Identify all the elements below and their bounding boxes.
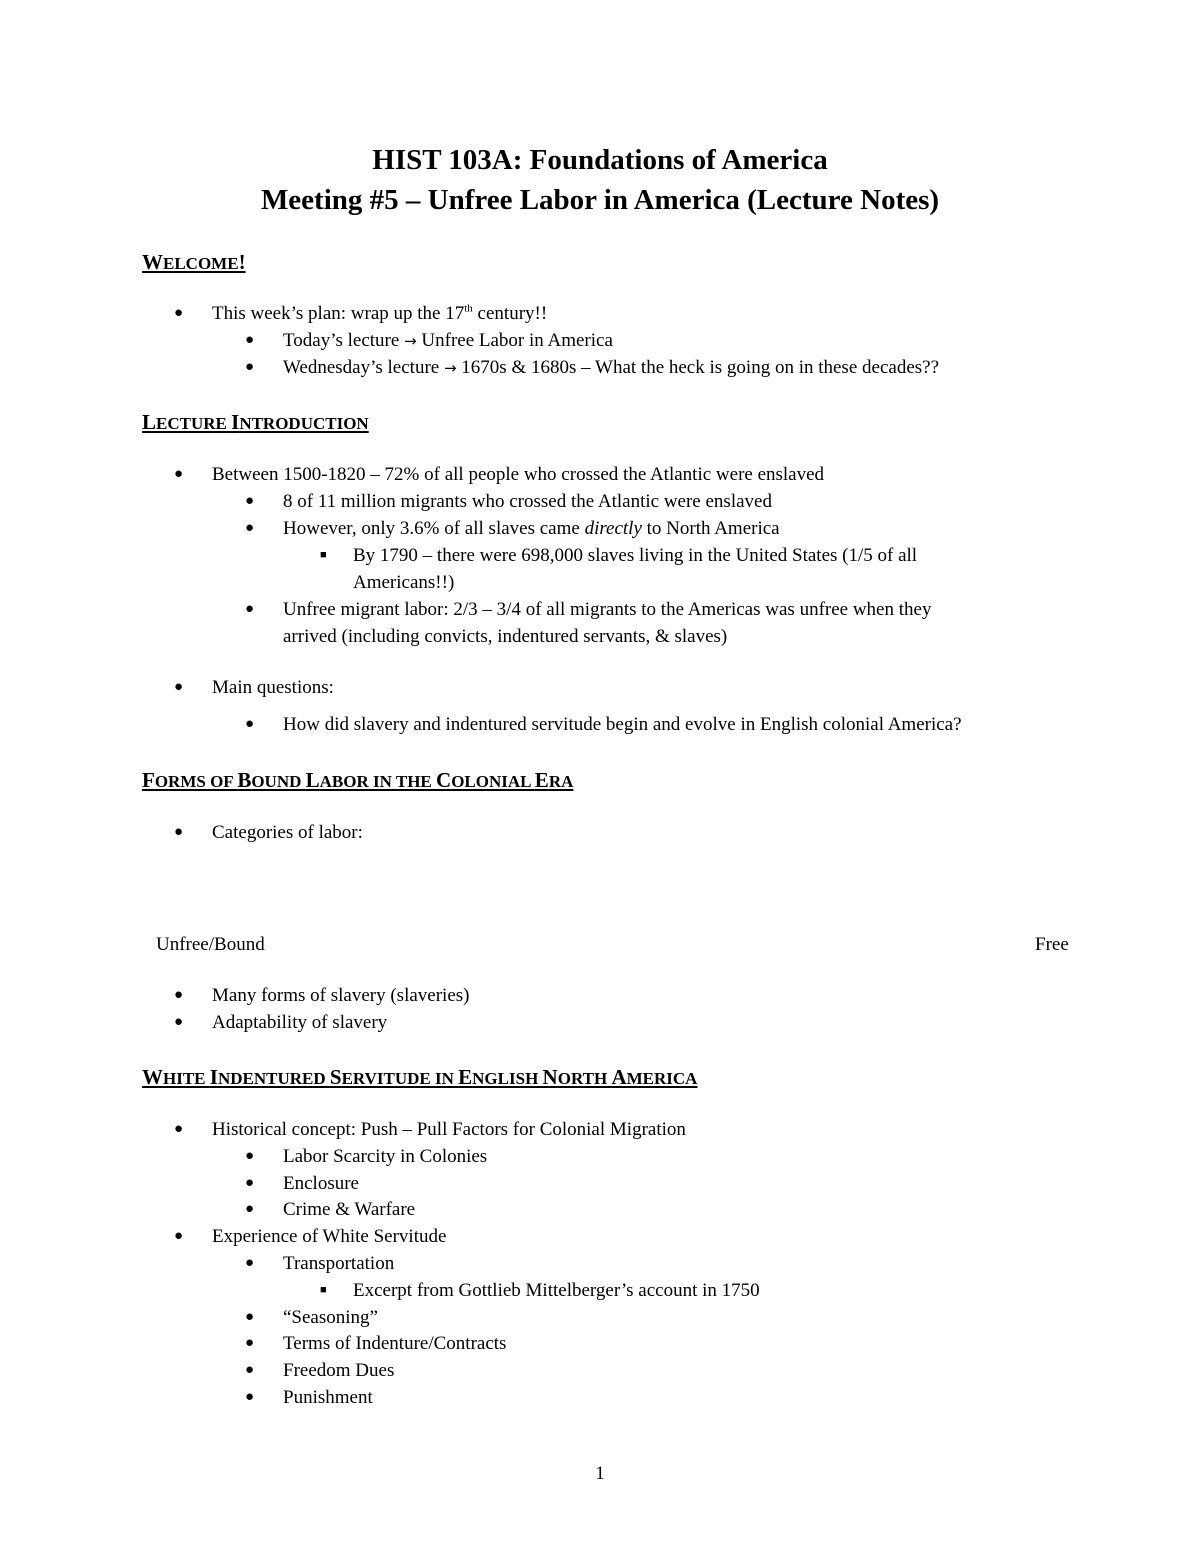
arrow-right-icon: →: [443, 359, 457, 377]
intro-line-7: How did slavery and indentured servitude begin and evolve in English colonial America?: [283, 714, 962, 735]
square-bullet-icon: ■: [320, 1284, 327, 1296]
forms-line-2: Many forms of slavery (slaveries): [212, 985, 470, 1006]
title-line-1: HIST 103A: Foundations of America: [372, 144, 828, 176]
heading-lecture-introduction: LECTURE INTRODUCTION: [142, 410, 369, 434]
page-number: 1: [595, 1463, 605, 1484]
bullet-icon: ●: [245, 1309, 255, 1325]
intro-line-5b: arrived (including convicts, indentured servants, & slaves): [283, 626, 728, 647]
white-line-9: Terms of Indenture/Contracts: [283, 1333, 507, 1354]
title-line-2: Meeting #5 – Unfree Labor in America (Lecture Notes): [260, 184, 940, 216]
heading-white-indentured-servitude: WHITE INDENTURED SERVITUDE IN ENGLISH NORTH AMERICA: [142, 1065, 698, 1089]
bullet-icon: ●: [245, 1362, 255, 1378]
spectrum-left-label: Unfree/Bound: [156, 934, 265, 955]
bullet-icon: ●: [245, 1201, 255, 1217]
white-line-3: Enclosure: [283, 1173, 359, 1194]
bullet-icon: ●: [245, 520, 255, 536]
bullet-icon: ●: [174, 1014, 184, 1030]
intro-line-2: 8 of 11 million migrants who crossed the Atlantic were enslaved: [283, 491, 772, 512]
intro-line-5a: Unfree migrant labor: 2/3 – 3/4 of all migrants to the Americas was unfree when they: [283, 599, 932, 620]
bullet-icon: ●: [174, 466, 184, 482]
welcome-wednesday: Wednesday’s lecture → 1670s & 1680s – What the heck is going on in these decades??: [283, 357, 940, 378]
intro-line-6: Main questions:: [212, 677, 334, 698]
heading-welcome: WELCOME!: [142, 250, 246, 274]
bullet-icon: ●: [245, 359, 255, 375]
bullet-icon: ●: [174, 987, 184, 1003]
white-line-7: Excerpt from Gottlieb Mittelberger’s account in 1750: [353, 1280, 760, 1301]
white-line-11: Punishment: [283, 1387, 373, 1408]
bullet-icon: ●: [174, 305, 184, 321]
bullet-icon: ●: [245, 601, 255, 617]
white-line-5: Experience of White Servitude: [212, 1226, 447, 1247]
bullet-icon: ●: [245, 332, 255, 348]
white-line-4: Crime & Warfare: [283, 1199, 416, 1220]
heading-forms-of-bound-labor: FORMS OF BOUND LABOR IN THE COLONIAL ERA: [142, 768, 574, 792]
bullet-icon: ●: [174, 824, 184, 840]
intro-line-4a: By 1790 – there were 698,000 slaves living in the United States (1/5 of all: [353, 545, 918, 566]
arrow-right-icon: →: [404, 332, 417, 350]
bullet-icon: ●: [245, 1389, 255, 1405]
bullet-icon: ●: [245, 716, 255, 732]
bullet-icon: ●: [174, 1228, 184, 1244]
white-line-8: “Seasoning”: [283, 1307, 378, 1328]
bullet-icon: ●: [245, 1148, 255, 1164]
white-line-1: Historical concept: Push – Pull Factors for Colonial Migration: [212, 1119, 686, 1140]
intro-line-3: However, only 3.6% of all slaves came directly to North America: [283, 518, 780, 539]
forms-line-3: Adaptability of slavery: [212, 1012, 388, 1033]
welcome-today: Today’s lecture → Unfree Labor in America: [283, 330, 613, 351]
spectrum-right-label: Free: [1035, 934, 1069, 955]
bullet-icon: ●: [245, 493, 255, 509]
intro-line-1: Between 1500-1820 – 72% of all people who crossed the Atlantic were enslaved: [212, 464, 825, 485]
bullet-icon: ●: [245, 1175, 255, 1191]
square-bullet-icon: ■: [320, 549, 327, 561]
bullet-icon: ●: [174, 679, 184, 695]
bullet-icon: ●: [245, 1255, 255, 1271]
forms-line-1: Categories of labor:: [212, 822, 363, 843]
white-line-10: Freedom Dues: [283, 1360, 395, 1381]
white-line-6: Transportation: [283, 1253, 395, 1274]
white-line-2: Labor Scarcity in Colonies: [283, 1146, 488, 1167]
intro-line-4b: Americans!!): [353, 572, 455, 593]
welcome-plan: This week’s plan: wrap up the 17th century!!: [212, 302, 548, 324]
bullet-icon: ●: [245, 1335, 255, 1351]
bullet-icon: ●: [174, 1121, 184, 1137]
